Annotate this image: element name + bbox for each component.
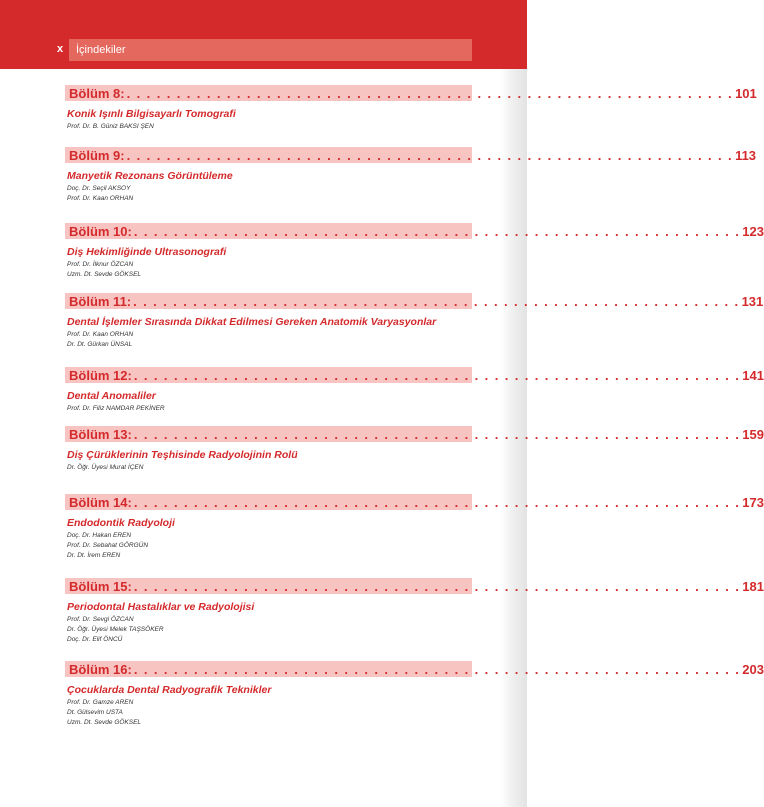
author-name: Prof. Dr. Filiz NAMDAR PEKİNER (67, 405, 165, 412)
chapter-heading (65, 661, 764, 677)
author-name: Prof. Dr. İlknur ÖZCAN (67, 261, 134, 268)
dot-leader: . . . . . . . . . . . . . . . . . . . . . . . . . . . . . . . . . . . . . . . . . . . . . . . . . . . . . . . . . . . . . (126, 147, 734, 163)
chapter-title: Diş Çürüklerinin Teşhisinde Radyolojinin Rolü (67, 449, 298, 461)
author-name: Doç. Dr. Elif ÖNCÜ (67, 636, 123, 643)
dot-leader: . . . . . . . . . . . . . . . . . . . . . . . . . . . . . . . . . . . . . . . . . . . . . . . . . . . . . . . . . . . . . (133, 223, 741, 239)
chapter-label: Bölüm 15: (69, 578, 132, 594)
dot-leader: . . . . . . . . . . . . . . . . . . . . . . . . . . . . . . . . . . . . . . . . . . . . . . . . . . . . . . . . . . . . . (133, 293, 740, 309)
chapter-heading (65, 426, 764, 442)
chapter-title: Çocuklarda Dental Radyografik Teknikler (67, 684, 272, 696)
toc-entry[interactable] (65, 223, 764, 278)
chapter-label: Bölüm 14: (69, 494, 132, 510)
chapter-page-number: 123 (742, 223, 764, 239)
page-title: İçindekiler (69, 39, 472, 61)
chapter-heading (65, 223, 764, 239)
author-name: Dr. Öğr. Üyesi Melek TAŞSÖKER (67, 626, 164, 633)
chapter-heading (65, 85, 757, 101)
author-name: Doç. Dr. Seçil AKSOY (67, 185, 131, 192)
chapter-label: Bölüm 8: (69, 85, 125, 101)
chapter-page-number: 101 (735, 85, 757, 101)
toc-entry[interactable] (65, 578, 764, 643)
chapter-title: Dental Anomaliler (67, 390, 156, 402)
chapter-label: Bölüm 10: (69, 223, 132, 239)
chapter-label: Bölüm 16: (69, 661, 132, 677)
chapter-page-number: 113 (735, 147, 757, 163)
chapter-page-number: 181 (742, 578, 764, 594)
page-number: x (57, 43, 64, 55)
author-name: Uzm. Dt. Sevde GÖKSEL (67, 271, 142, 278)
chapter-title: Periodontal Hastalıklar ve Radyolojisi (67, 601, 255, 613)
dot-leader: . . . . . . . . . . . . . . . . . . . . . . . . . . . . . . . . . . . . . . . . . . . . . . . . . . . . . . . . . . . . . (133, 367, 741, 383)
chapter-page-number: 173 (742, 494, 764, 510)
chapter-page-number: 203 (742, 661, 764, 677)
toc-entry[interactable] (65, 661, 764, 726)
toc-entry[interactable] (65, 494, 764, 559)
author-name: Dt. Gülsevim USTA (67, 709, 123, 716)
author-name: Doç. Dr. Hakan EREN (67, 532, 132, 539)
author-name: Dr. Öğr. Üyesi Murat İÇEN (67, 464, 144, 471)
chapter-heading (65, 293, 764, 309)
chapter-heading (65, 578, 764, 594)
chapter-label: Bölüm 12: (69, 367, 132, 383)
dot-leader: . . . . . . . . . . . . . . . . . . . . . . . . . . . . . . . . . . . . . . . . . . . . . . . . . . . . . . . . . . . . . (133, 426, 741, 442)
author-name: Prof. Dr. Sevgi ÖZCAN (67, 616, 134, 623)
dot-leader: . . . . . . . . . . . . . . . . . . . . . . . . . . . . . . . . . . . . . . . . . . . . . . . . . . . . . . . . . . . . . (133, 578, 741, 594)
author-name: Prof. Dr. Kaan ORHAN (67, 195, 134, 202)
author-name: Prof. Dr. Kaan ORHAN (67, 331, 134, 338)
toc-entry[interactable] (65, 85, 757, 130)
author-name: Prof. Dr. B. Güniz BAKSI ŞEN (67, 123, 154, 130)
chapter-heading (65, 494, 764, 510)
author-name: Prof. Dr. Gamze AREN (67, 699, 134, 706)
author-name: Dr. Dt. Gürkan ÜNSAL (67, 341, 133, 348)
author-name: Prof. Dr. Sebahat GÖRGÜN (67, 542, 149, 549)
chapter-title: Diş Hekimliğinde Ultrasonografi (67, 246, 227, 258)
chapter-label: Bölüm 13: (69, 426, 132, 442)
author-name: Uzm. Dt. Sevde GÖKSEL (67, 719, 142, 726)
chapter-label: Bölüm 11: (69, 293, 132, 309)
author-name: Dr. Dt. İrem EREN (67, 552, 121, 559)
toc-entry[interactable] (65, 367, 764, 412)
chapter-title: Konik Işınlı Bilgisayarlı Tomografi (67, 108, 236, 120)
toc-entry[interactable] (65, 293, 764, 348)
chapter-title: Manyetik Rezonans Görüntüleme (67, 170, 233, 182)
toc-entry[interactable] (65, 147, 757, 202)
chapter-heading (65, 367, 764, 383)
chapter-label: Bölüm 9: (69, 147, 125, 163)
chapter-heading (65, 147, 757, 163)
chapter-page-number: 141 (742, 367, 764, 383)
dot-leader: . . . . . . . . . . . . . . . . . . . . . . . . . . . . . . . . . . . . . . . . . . . . . . . . . . . . . . . . . . . . . (133, 661, 741, 677)
toc-entry[interactable] (65, 426, 764, 471)
dot-leader: . . . . . . . . . . . . . . . . . . . . . . . . . . . . . . . . . . . . . . . . . . . . . . . . . . . . . . . . . . . . . (126, 85, 734, 101)
chapter-title: Dental İşlemler Sırasında Dikkat Edilmesi Gereken Anatomik Varyasyonlar (67, 316, 437, 328)
dot-leader: . . . . . . . . . . . . . . . . . . . . . . . . . . . . . . . . . . . . . . . . . . . . . . . . . . . . . . . . . . . . . (133, 494, 741, 510)
chapter-title: Endodontik Radyoloji (67, 517, 175, 529)
chapter-page-number: 131 (741, 293, 764, 309)
chapter-page-number: 159 (742, 426, 764, 442)
